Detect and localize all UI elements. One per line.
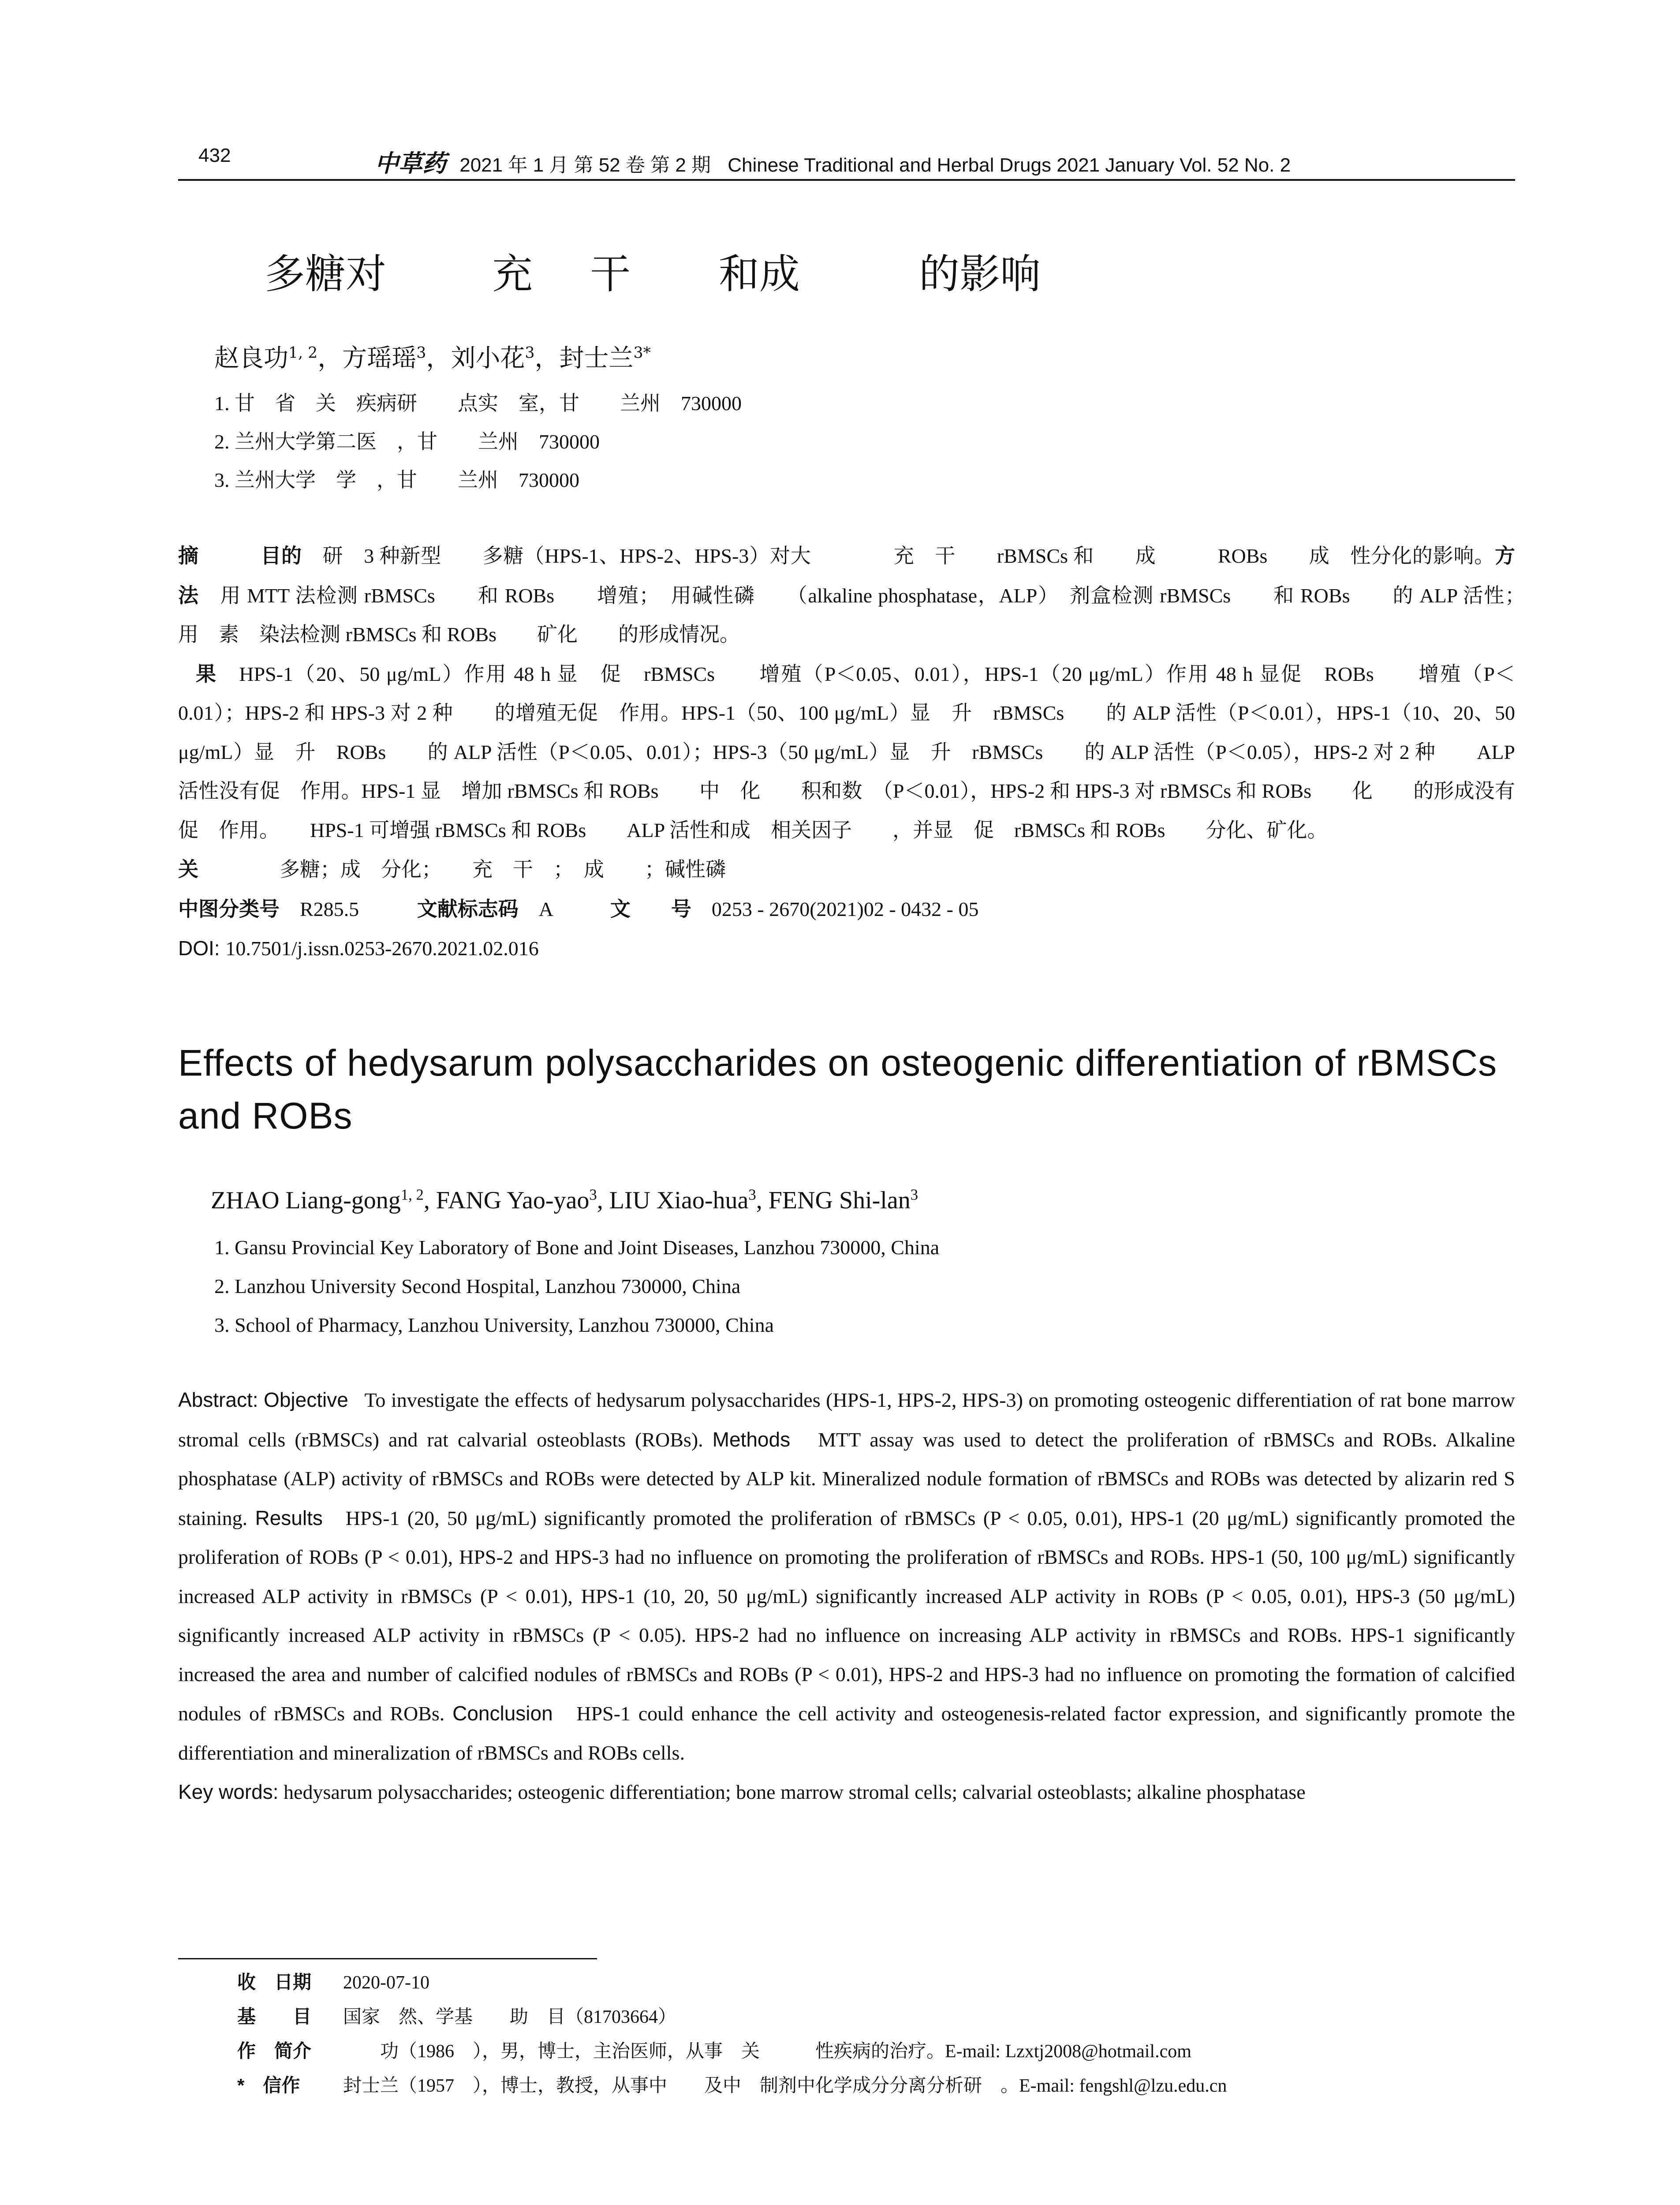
objective-en-text: To investigate the effects of hedysarum polysaccharides (HPS-1, HPS-2, HPS-3) on promoting osteogenic differentiation of rat bone marrow stromal cells (rBMSCs) and rat calvarial osteoblasts (ROBs). (178, 1389, 1516, 1451)
conclusion-en-label: Conclusion (452, 1702, 553, 1725)
author-name: , FENG Shi-lan (756, 1187, 911, 1214)
doi-label: DOI (178, 937, 214, 960)
affiliation-cn: 1. 甘 省 关 疾病研 点实 室，甘 兰州 730000 (214, 392, 742, 415)
keywords-label: 关 (178, 858, 219, 881)
objective-en-label: Objective (264, 1388, 348, 1411)
clc-value: R285.5 (300, 897, 359, 920)
keywords-en-label: Key words: (178, 1780, 279, 1803)
abstract-cn: 摘 目的 研 3 种新型 多糖（HPS-1、HPS-2、HPS-3）对大 充 干 rBMSCs 和 成 ROBs 成 性分化的影响。方法 用 MTT 法检测 rBMSCs 和 ROBs 增殖； 用碱性磷 （alkaline phosphatase，ALP） 剂盒检测 rBMSCs 和 ROBs 的 ALP 活性； 用 素 染法检测 rBMSCs 和 ROBs 矿化 的形成情况。 果 HPS-1（20、50 μg/mL）作用 48 h 显 促 rBMSCs 增殖（P＜0.05、0.01），HPS-1（20 μg/mL）作用 48 h 显促 ROBs 增殖（P＜0.01）；HPS-2 和 HPS-3 对 2 种 的增殖无促 作用。HPS-1（50、100 μg/mL）显 升 rBMSCs 的 ALP 活性（P＜0.01），HPS-1（10、20、50 μg/mL）显 升 ROBs 的 ALP 活性（P＜0.05、0.01）；HPS-3（50 μg/mL）显 升 rBMSCs 的 ALP 活性（P＜0.05），HPS-2 对 2 种 ALP 活性没有促 作用。HPS-1 显 增加 rBMSCs 和 ROBs 中 化 积和数 （P＜0.01），HPS-2 和 HPS-3 对 rBMSCs 和 ROBs 化 的形成没有促 作用。 HPS-1 可增强 rBMSCs 和 ROBs ALP 活性和成 相关因子 ，并显 促 rBMSCs 和 ROBs 分化、矿化。 关 多糖；成 分化； 充 干 ； 成 ；碱性磷 中图分类号 R285.5 文献标志码 A 文 号 0253 - 2670(2021)02 - 0432 - 05 DOI: 10.7501/j.issn.0253-2670.2021.02.016 (178, 544, 1535, 960)
keywords-en-text: hedysarum polysaccharides; osteogenic differentiation; bone marrow stromal cells; calvarial osteoblasts; alkaline phosphatase (284, 1781, 1306, 1803)
affiliation-en: 1. Gansu Provincial Key Laboratory of Bone and Joint Diseases, Lanzhou 730000, China (214, 1236, 940, 1259)
footnote-received: 收 日期 2020-07-10 (237, 1972, 429, 1993)
results-text: HPS-1（20、50 μg/mL）作用 48 h 显 促 rBMSCs 增殖（P＜0.05、0.01），HPS-1（20 μg/mL）作用 48 h 显促 ROBs 增殖（P＜0.01）；HPS-2 和 HPS-3 对 2 种 的增殖无促 作用。HPS-1（50、100 μg/mL）显 升 rBMSCs 的 ALP 活性（P＜0.01），HPS-1（10、20、50 μg/mL）显 升 ROBs 的 ALP 活性（P＜0.05、0.01）；HPS-3（50 μg/mL）显 升 rBMSCs 的 ALP 活性（P＜0.05），HPS-2 对 2 种 ALP 活性没有促 作用。HPS-1 显 增加 rBMSCs 和 ROBs 中 化 积和数 （P＜0.01），HPS-2 和 HPS-3 对 rBMSCs 和 ROBs 化 的形成没有促 作用。 HPS-1 可增强 rBMSCs 和 ROBs ALP 活性和成 相关因子 ，并显 促 rBMSCs 和 ROBs 分化、矿化。 (178, 662, 1515, 841)
title-cn-part: 和成 (719, 250, 800, 298)
journal-logo-cn: 中草药 (375, 149, 446, 177)
clc-label: 中图分类号 (178, 897, 280, 920)
running-header (375, 145, 1291, 179)
methods-en-label: Methods (712, 1428, 791, 1451)
author-sup: 3 (748, 1186, 756, 1203)
affiliation-en: 2. Lanzhou University Second Hospital, Lanzhou 730000, China (214, 1275, 741, 1297)
title-cn-part: 干 (590, 250, 631, 298)
methods-label: 方法 (178, 544, 1516, 607)
author-sup: 3* (633, 344, 651, 362)
objective-label: 目的 (261, 544, 302, 567)
author-name: , LIU Xiao-hua (597, 1187, 749, 1214)
doccode-label: 文献标志码 (417, 897, 519, 920)
author-sup: 1, 2 (288, 344, 318, 362)
results-en-label: Results (255, 1506, 323, 1529)
title-en: Effects of hedysarum polysaccharides on osteogenic differentiation of rBMSCs and ROBs (178, 1042, 1497, 1136)
author-name: ，方瑶瑶 (317, 344, 417, 373)
footnote-corresponding: * 信作 封士兰（1957 ），博士，教授，从事中 及中 制剂中化学成分分离分析研 。E-mail: fengshl@lzu.edu.cn (237, 2075, 1227, 2096)
author-sup: 1, 2 (400, 1186, 424, 1203)
doccode-value: A (538, 897, 553, 920)
authors-cn (214, 339, 651, 374)
results-en-text: HPS-1 (20, 50 μg/mL) significantly promoted the proliferation of rBMSCs (P < 0.05, 0.01), HPS-1 (20 μg/mL) significantly promoted the proliferation of ROBs (P < 0.01), HPS-2 and HPS-3 had no influence on promoting the proliferation of rBMSCs and ROBs. HPS-1 (50, 100 μg/mL) significantly increased ALP activity in rBMSCs (P < 0.01), HPS-1 (10, 20, 50 μg/mL) significantly increased ALP activity in ROBs (P < 0.05, 0.01), HPS-3 (50 μg/mL) significantly increased ALP activity in rBMSCs (P < 0.05). HPS-2 had no influence on increasing ALP activity in rBMSCs and ROBs. HPS-1 significantly increased the area and number of calcified nodules of rBMSCs and ROBs (P < 0.01), HPS-2 and HPS-3 had no influence on promoting the formation of calcified nodules of rBMSCs and ROBs. (178, 1506, 1516, 1725)
author-name: , FANG Yao-yao (423, 1187, 590, 1214)
affiliation-en: 3. School of Pharmacy, Lanzhou University, Lanzhou 730000, China (214, 1314, 774, 1336)
methods-text: 用 MTT 法检测 rBMSCs 和 ROBs 增殖； 用碱性磷 （alkaline phosphatase，ALP） 剂盒检测 rBMSCs 和 ROBs 的 ALP 活性； 用 素 染法检测 rBMSCs 和 ROBs 矿化 的形成情况。 (178, 584, 1535, 646)
methods-en-text: MTT assay was used to detect the proliferation of rBMSCs and ROBs. Alkaline phosphatase (ALP) activity of rBMSCs and ROBs were detected by ALP kit. Mineralized nodule formation of rBMSCs and ROBs was detected by alizarin red S staining. (178, 1428, 1516, 1529)
abstract-label: 摘 (178, 544, 240, 567)
doi-value: 10.7501/j.issn.0253-2670.2021.02.016 (225, 937, 539, 960)
article-no-label: 文 号 (610, 897, 691, 920)
conclusion-en-text: HPS-1 could enhance the cell activity and osteogenesis-related factor expression, and significantly promote the differentiation and mineralization of rBMSCs and ROBs cells. (178, 1702, 1516, 1764)
title-cn (265, 242, 1041, 300)
results-label: 果 (196, 662, 218, 685)
keywords-text: 多糖；成 分化； 充 干 ； 成 ；碱性磷 (239, 858, 726, 881)
journal-en: Chinese Traditional and Herbal Drugs 2021 January Vol. 52 No. 2 (728, 154, 1291, 176)
footnote-rule (178, 1958, 597, 1959)
footnote-fund: 基 目 国家 然、学基 助 目（81703664） (237, 2006, 677, 2027)
author-sup: 3 (589, 1186, 597, 1203)
issue-cn: 2021 年 1 月 第 52 卷 第 2 期 (459, 154, 711, 176)
article-no-value: 0253 - 2670(2021)02 - 0432 - 05 (711, 897, 979, 920)
abstract-en-label: Abstract: (178, 1388, 258, 1411)
title-cn-part: 的影响 (919, 250, 1041, 298)
abstract-en (178, 1380, 1515, 1812)
author-name: 赵良功 (214, 344, 288, 373)
header-rule (178, 179, 1515, 181)
author-name: ，封士兰 (534, 344, 634, 373)
authors-en (211, 1186, 918, 1215)
author-sup: 3 (910, 1186, 918, 1203)
affiliation-cn: 3. 兰州大学 学 ，甘 兰州 730000 (214, 469, 579, 491)
author-sup: 3 (416, 344, 426, 362)
affiliation-cn: 2. 兰州大学第二医 ，甘 兰州 730000 (214, 430, 600, 453)
author-name: ZHAO Liang-gong (211, 1187, 401, 1214)
objective-text: 研 3 种新型 多糖（HPS-1、HPS-2、HPS-3）对大 充 干 rBMSCs 和 成 ROBs 成 性分化的影响。 (322, 545, 1495, 567)
page-number: 432 (198, 145, 231, 166)
title-cn-part: 多糖对 (265, 250, 387, 298)
footnote-author-bio: 作 简介 功（1986 ），男，博士，主治医师，从事 关 性疾病的治疗。E-mail: Lzxtj2008@hotmail.com (237, 2041, 1191, 2062)
author-sup: 3 (525, 344, 535, 362)
title-cn-part: 充 (492, 250, 533, 298)
author-name: ，刘小花 (426, 344, 525, 373)
